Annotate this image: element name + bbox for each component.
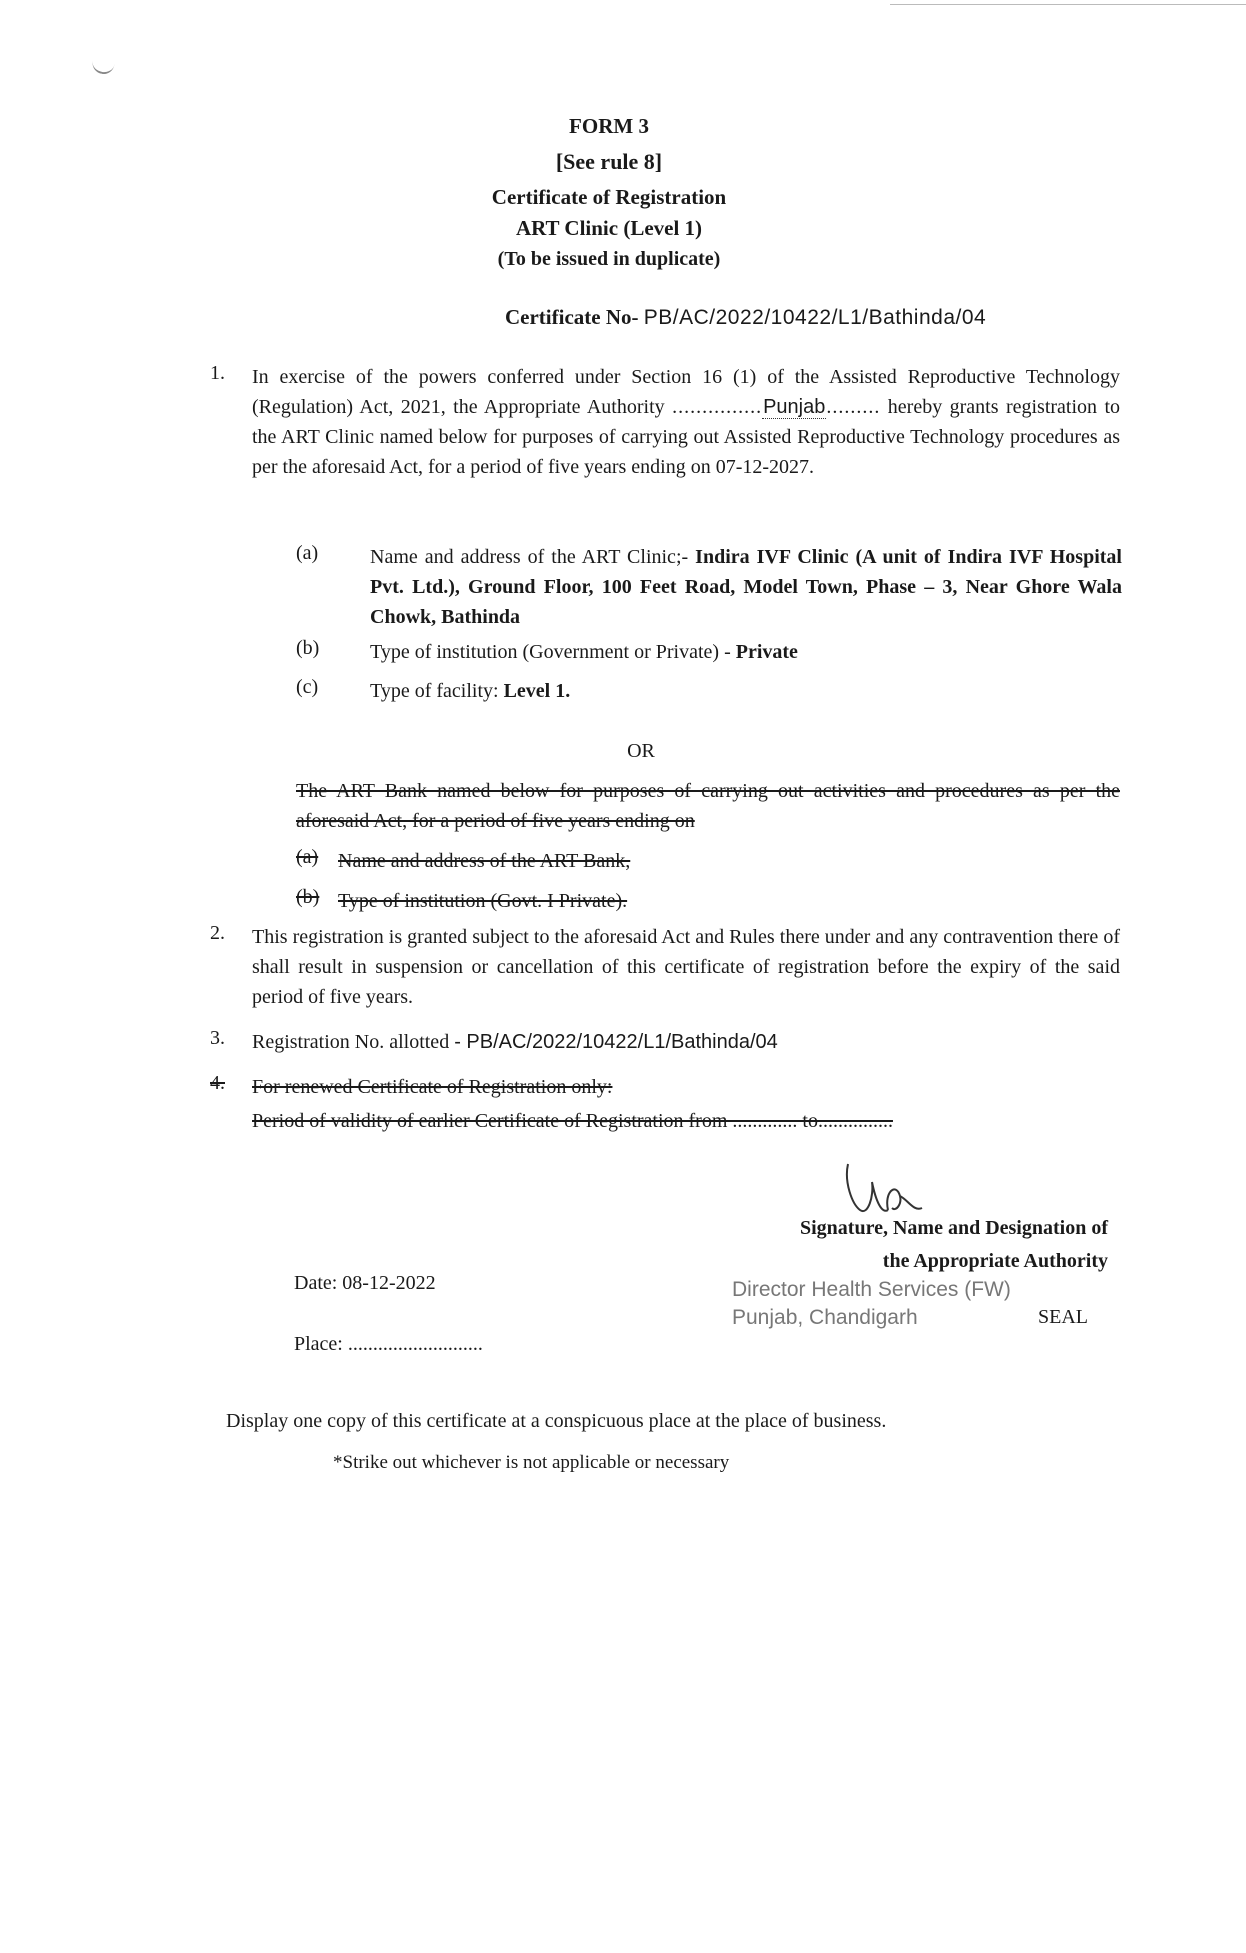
bank-b-label: (b) (296, 886, 320, 908)
clinic-a-value: Indira IVF Clinic (A unit of Indira IVF Hospital Pvt. Ltd.), Ground Floor, 100 Feet Road, Model Town, Phase – 3, Near Ghore Wala Chowk, Bathinda (370, 546, 1122, 628)
para1-text-b: hereby grants registration to the ART Clinic named below for purposes of carrying out Assisted Reproductive Technology procedures as per the aforesaid Act, for a period of five years ending on 07-12-2027. (252, 396, 1121, 478)
facility-type (370, 676, 1122, 706)
issue-date: Date: 08-12-2022 (294, 1272, 436, 1294)
para1-trailer: ......... (826, 396, 881, 418)
registration-number (252, 1027, 1120, 1057)
signature-caption (708, 1212, 1108, 1278)
seal-label: SEAL (1038, 1306, 1088, 1328)
signature-caption-line1: Signature, Name and Designation of (800, 1217, 1108, 1239)
clinic-c-label: (c) (296, 676, 319, 698)
para1-leader: ............... (672, 396, 763, 418)
authority-name: Punjab (763, 396, 826, 418)
institution-type (370, 637, 1122, 667)
para4-number: 4. (210, 1072, 225, 1094)
renewal-line-2: Period of validity of earlier Certificate of Registration from ............. to............... (252, 1110, 893, 1132)
renewal-line-1: For renewed Certificate of Registration only: (252, 1076, 613, 1098)
form-number: FORM 3 (569, 114, 649, 138)
para2-number: 2. (210, 922, 225, 944)
para2-text: This registration is granted subject to the aforesaid Act and Rules there under and any contravention there of shall result in suspension or cancellation of this certificate of registration before the expiry of the said period of five years. (252, 926, 1120, 1008)
para1-text-a: In exercise of the powers conferred under Section 16 (1) of the Assisted Reproductive Technology (Regulation) Act, 2021, the Appropriate Authority (252, 366, 1120, 418)
clinic-name-address (370, 542, 1122, 632)
designation-stamp-line1: Director Health Services (FW) (732, 1278, 1011, 1301)
para3-number: 3. (210, 1027, 225, 1049)
certificate-number-label: Certificate No- (505, 305, 639, 329)
clinic-b-value: Private (735, 641, 798, 663)
clinic-b-label: (b) (296, 637, 320, 659)
document-subtitle: ART Clinic (Level 1) (515, 216, 703, 240)
designation-stamp-line2: Punjab, Chandigarh (732, 1306, 918, 1329)
para1-text (252, 362, 1120, 482)
para1-number: 1. (210, 362, 225, 384)
clinic-c-prefix: Type of facility: (370, 680, 499, 702)
or-separator: OR (627, 740, 655, 762)
duplicate-note: (To be issued in duplicate) (497, 248, 721, 270)
signature-caption-line2: the Appropriate Authority (882, 1250, 1108, 1272)
scan-edge-line (890, 4, 1246, 5)
bank-a-label: (a) (296, 846, 319, 868)
bank-b-text: Type of institution (Govt. I Private). (338, 890, 628, 912)
scan-mark (91, 59, 115, 76)
strike-out-note: *Strike out whichever is not applicable or necessary (333, 1452, 730, 1473)
certificate-number (505, 305, 986, 330)
issue-place: Place: ........................... (294, 1333, 483, 1355)
rule-reference: [See rule 8] (555, 149, 663, 174)
registration-number-label: Registration No. allotted (252, 1031, 450, 1053)
art-bank-text: The ART Bank named below for purposes of carrying out activities and procedures as per the aforesaid Act, for a period of five years ending on (296, 780, 1120, 832)
clinic-b-prefix: Type of institution (Government or Private) - (370, 641, 731, 663)
document-title: Certificate of Registration (491, 185, 727, 209)
registration-number-value: - PB/AC/2022/10422/L1/Bathinda/04 (454, 1031, 778, 1053)
certificate-number-value: PB/AC/2022/10422/L1/Bathinda/04 (643, 306, 987, 329)
clinic-a-prefix: Name and address of the ART Clinic;- (370, 546, 689, 568)
bank-a-text: Name and address of the ART Bank, (338, 850, 631, 872)
clinic-a-label: (a) (296, 542, 319, 564)
clinic-c-value: Level 1. (503, 680, 571, 702)
display-instruction: Display one copy of this certificate at a conspicuous place at the place of business. (226, 1410, 887, 1432)
